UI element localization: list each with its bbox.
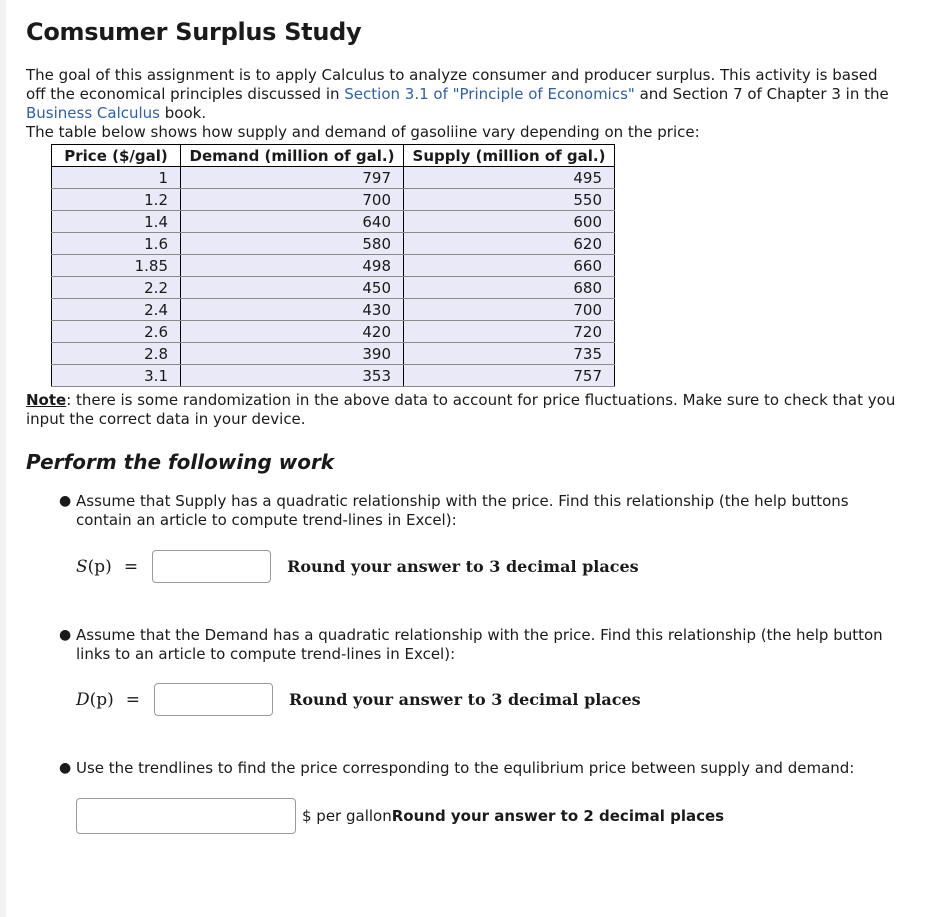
demand-rounding-hint: Round your answer to 3 decimal places — [289, 690, 641, 709]
question-equilibrium — [59, 759, 896, 778]
table-row — [52, 189, 615, 211]
supply-cell: 620 — [404, 233, 615, 255]
equilibrium-answer-input[interactable] — [76, 798, 296, 834]
bullet-icon: ● — [59, 760, 72, 776]
answer-row-equilibrium — [76, 798, 724, 834]
table-row — [52, 211, 615, 233]
supply-cell: 735 — [404, 343, 615, 365]
intro-text: The goal of this assignment is to apply Calculus to analyze consumer and producer surplus. This activity is based off the economical principles discussed in — [26, 66, 878, 103]
column-header-price: Price ($/gal) — [52, 145, 181, 167]
demand-answer-input[interactable] — [154, 683, 273, 716]
answer-row-supply — [76, 550, 639, 583]
column-header-supply: Supply (million of gal.) — [404, 145, 615, 167]
supply-cell: 550 — [404, 189, 615, 211]
bullet-icon: ● — [59, 627, 72, 643]
table-caption: The table below shows how supply and demand of gasoliine vary depending on the price: — [26, 123, 700, 141]
demand-cell: 430 — [181, 299, 404, 321]
bullet-icon: ● — [59, 493, 72, 509]
price-cell: 2.8 — [52, 343, 181, 365]
intro-section — [26, 66, 896, 142]
table-row — [52, 299, 615, 321]
supply-function-label — [76, 557, 112, 577]
function-name: S — [76, 556, 88, 577]
table-body — [52, 167, 615, 387]
demand-cell: 353 — [181, 365, 404, 387]
table-row — [52, 321, 615, 343]
table-row — [52, 277, 615, 299]
demand-cell: 420 — [181, 321, 404, 343]
demand-cell: 700 — [181, 189, 404, 211]
equals-sign: = — [123, 556, 139, 577]
function-variable: (p) — [87, 556, 112, 577]
supply-cell: 495 — [404, 167, 615, 189]
supply-cell: 600 — [404, 211, 615, 233]
demand-cell: 797 — [181, 167, 404, 189]
answer-row-demand — [76, 683, 641, 716]
column-header-demand: Demand (million of gal.) — [181, 145, 404, 167]
demand-cell: 390 — [181, 343, 404, 365]
question-demand — [59, 626, 896, 664]
price-cell: 1.6 — [52, 233, 181, 255]
page-title: Comsumer Surplus Study — [26, 18, 362, 46]
equilibrium-unit: $ per gallon — [302, 807, 392, 825]
price-cell: 1.85 — [52, 255, 181, 277]
business-calculus-link[interactable]: Business Calculus — [26, 104, 160, 122]
principles-economics-link[interactable]: Section 3.1 of "Principle of Economics" — [344, 85, 635, 103]
question-demand-text: Assume that the Demand has a quadratic relationship with the price. Find this relationship (the help button links to an article to compute trend-lines in Excel): — [76, 626, 883, 663]
table-row — [52, 233, 615, 255]
price-supply-demand-table — [51, 144, 615, 387]
work-heading: Perform the following work — [26, 450, 335, 474]
price-cell: 2.4 — [52, 299, 181, 321]
question-supply — [59, 492, 896, 530]
price-cell: 2.2 — [52, 277, 181, 299]
demand-cell: 640 — [181, 211, 404, 233]
table-row — [52, 365, 615, 387]
function-name: D — [76, 689, 90, 710]
note-paragraph — [26, 391, 906, 429]
demand-cell: 450 — [181, 277, 404, 299]
equals-sign: = — [125, 689, 141, 710]
price-cell: 1.2 — [52, 189, 181, 211]
price-cell: 1.4 — [52, 211, 181, 233]
price-cell: 1 — [52, 167, 181, 189]
demand-cell: 580 — [181, 233, 404, 255]
next-question-partial — [76, 908, 676, 917]
function-variable: (p) — [89, 689, 114, 710]
intro-text: and Section 7 of Chapter 3 in the — [634, 85, 889, 103]
table-row — [52, 343, 615, 365]
intro-paragraph — [26, 66, 896, 123]
left-gutter — [0, 0, 6, 917]
table-row — [52, 255, 615, 277]
question-supply-text: Assume that Supply has a quadratic relationship with the price. Find this relationship (the help buttons contain an article to compute trend-lines in Excel): — [76, 492, 849, 529]
note-label: Note — [26, 391, 67, 409]
supply-cell: 680 — [404, 277, 615, 299]
equilibrium-rounding-hint: Round your answer to 2 decimal places — [391, 807, 725, 825]
supply-cell: 660 — [404, 255, 615, 277]
supply-cell: 720 — [404, 321, 615, 343]
demand-cell: 498 — [181, 255, 404, 277]
supply-rounding-hint: Round your answer to 3 decimal places — [287, 557, 639, 576]
data-table-wrap — [51, 144, 615, 387]
price-cell: 2.6 — [52, 321, 181, 343]
note-text: : there is some randomization in the above data to account for price fluctuations. Make sure to check that you input the correct data in your device. — [26, 391, 896, 428]
table-row — [52, 167, 615, 189]
supply-answer-input[interactable] — [152, 550, 271, 583]
question-equilibrium-text: Use the trendlines to find the price corresponding to the equlibrium price between supply and demand: — [76, 759, 855, 777]
supply-cell: 757 — [404, 365, 615, 387]
price-cell: 3.1 — [52, 365, 181, 387]
demand-function-label — [76, 690, 114, 710]
table-header-row — [52, 145, 615, 167]
supply-cell: 700 — [404, 299, 615, 321]
intro-text: book. — [160, 104, 207, 122]
